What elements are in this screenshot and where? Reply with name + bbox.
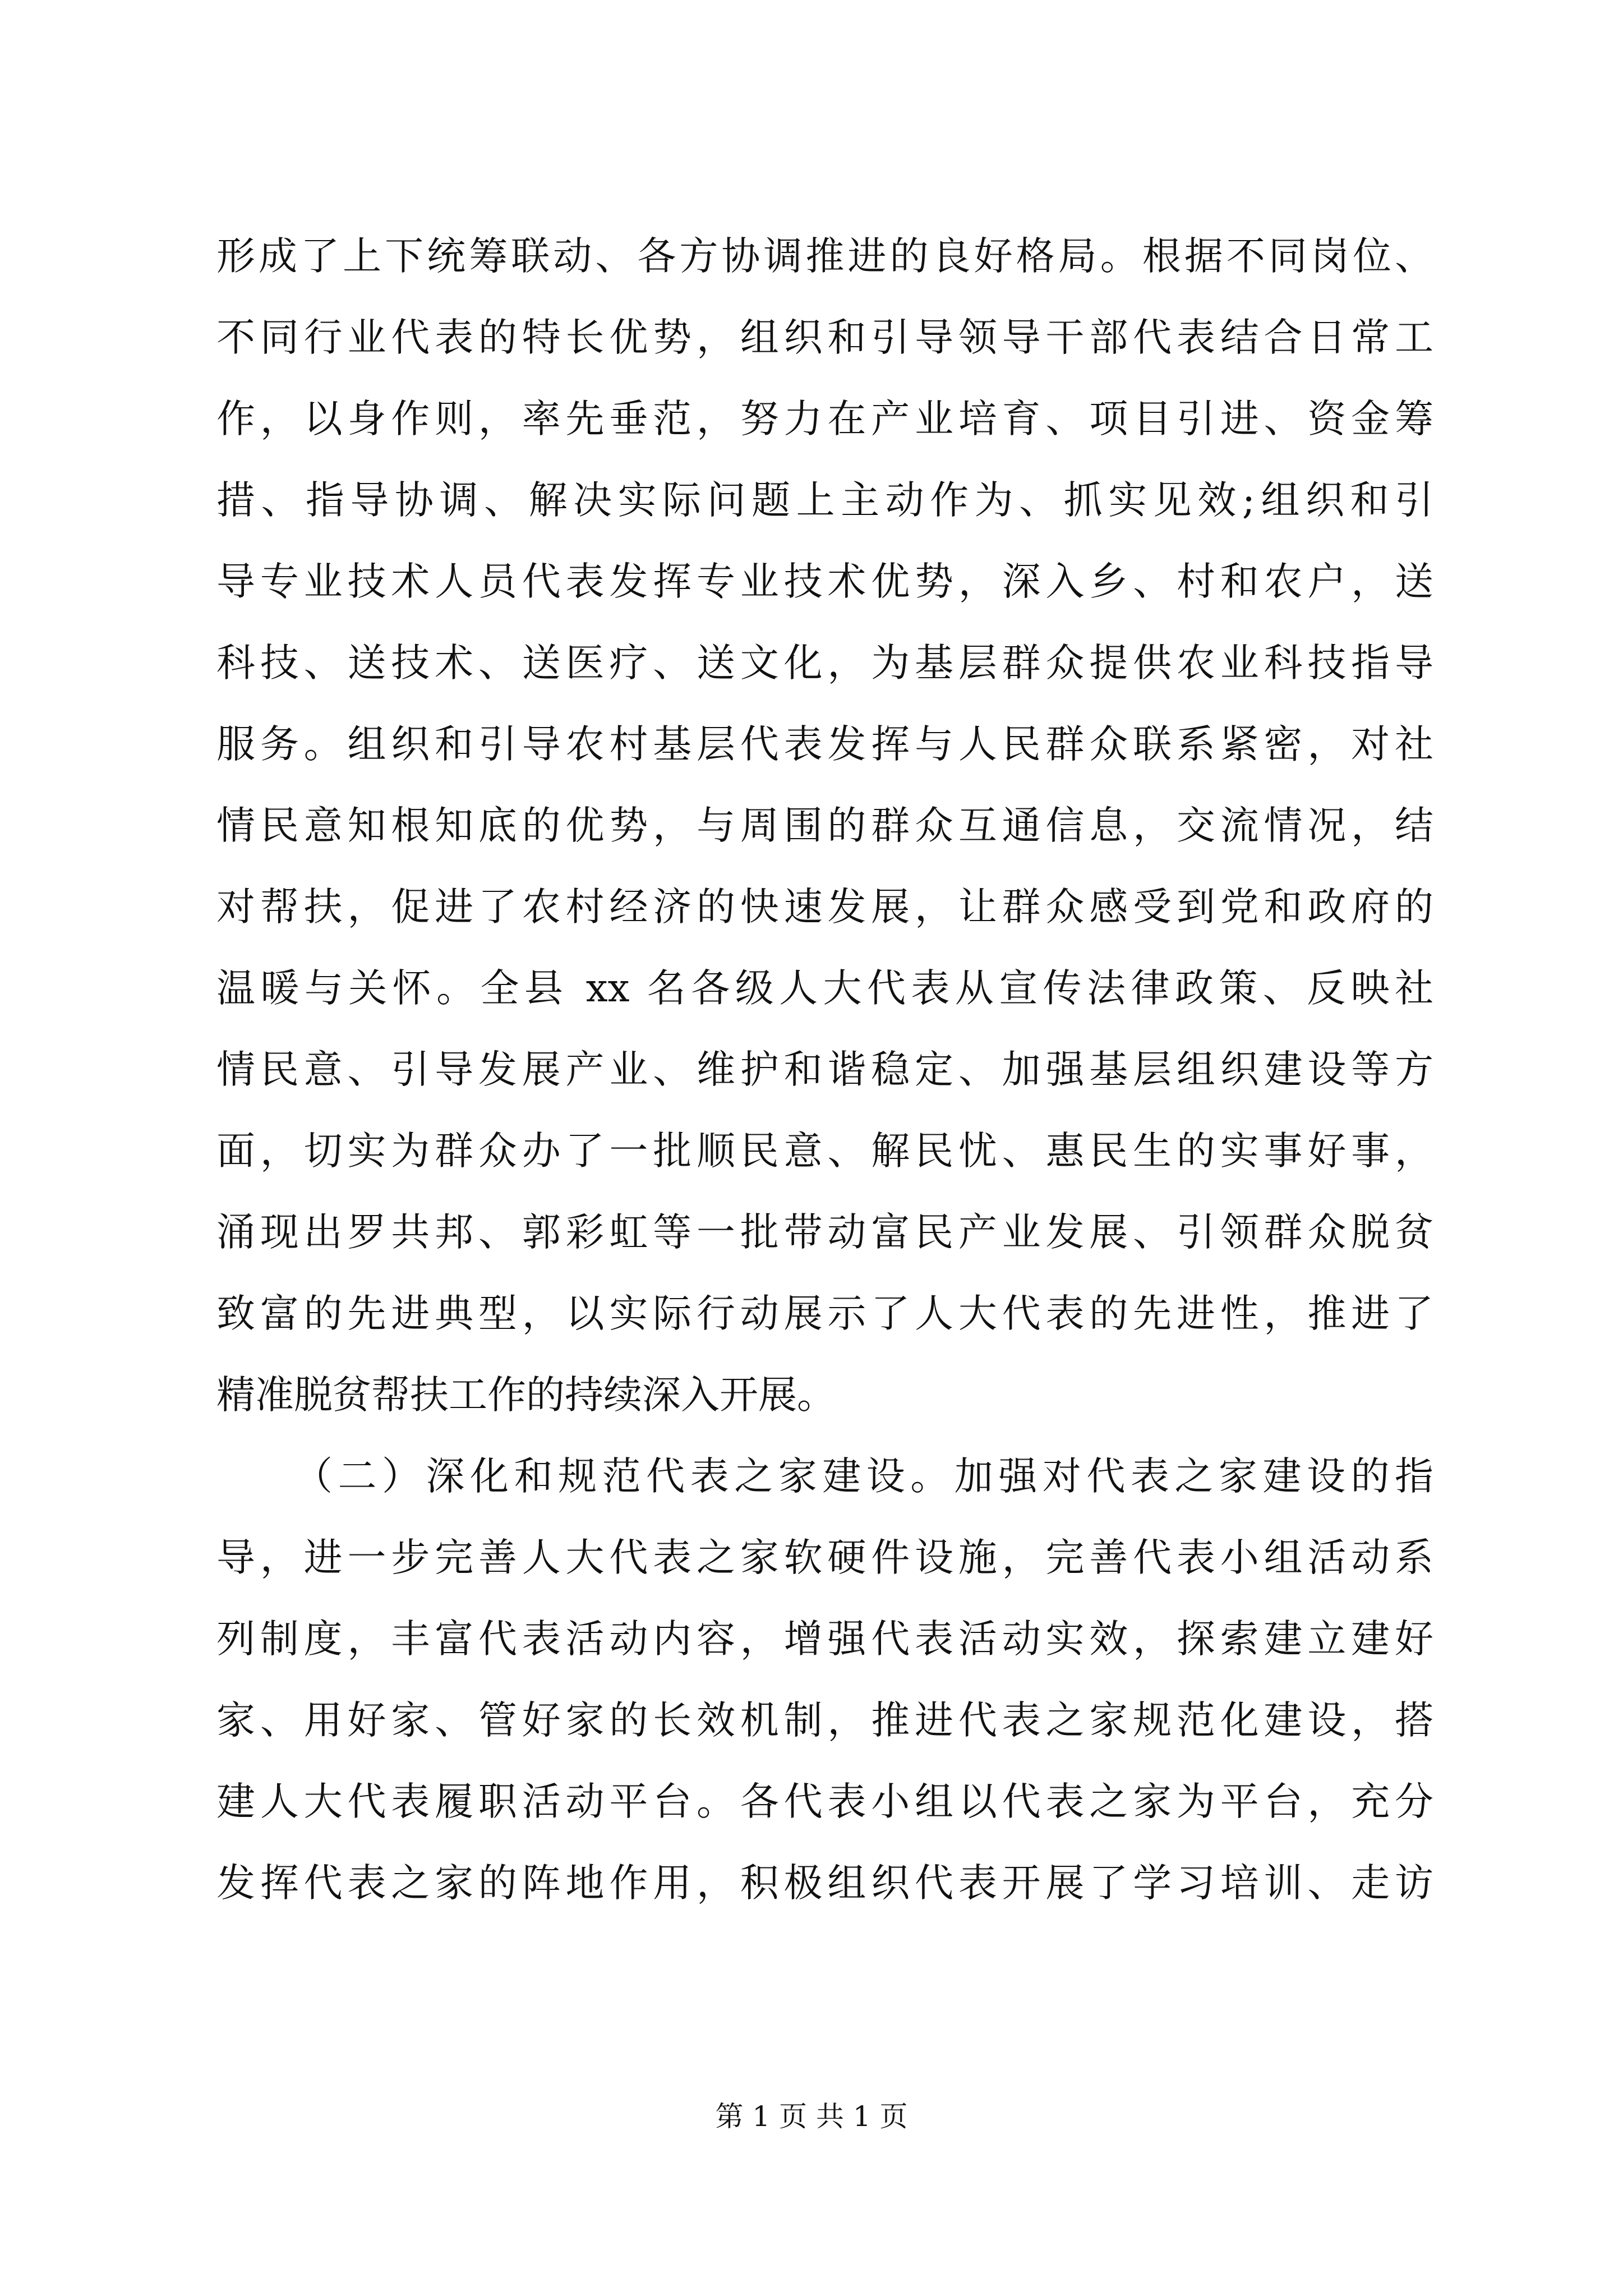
text-line: （二）深化和规范代表之家建设。加强对代表之家建设的指 (294, 1454, 1433, 1499)
text-line: 导专业技术人员代表发挥专业技术优势，深入乡、村和农户，送 (216, 559, 1433, 604)
text-line: 家、用好家、管好家的长效机制，推进代表之家规范化建设，搭 (216, 1698, 1433, 1743)
text-line: 涌现出罗共邦、郭彩虹等一批带动富民产业发展、引领群众脱贫 (216, 1210, 1433, 1255)
text-line: 形成了上下统筹联动、各方协调推进的良好格局。根据不同岗位、 (216, 234, 1433, 279)
text-line: 服务。组织和引导农村基层代表发挥与人民群众联系紧密，对社 (216, 722, 1433, 767)
text-line: 致富的先进典型，以实际行动展示了人大代表的先进性，推进了 (216, 1291, 1433, 1336)
text-line: 列制度，丰富代表活动内容，增强代表活动实效，探索建立建好 (216, 1617, 1433, 1662)
text-line: 情民意知根知底的优势，与周围的群众互通信息，交流情况，结 (216, 803, 1433, 848)
text-line: 不同行业代表的特长优势，组织和引导领导干部代表结合日常工 (216, 315, 1433, 360)
text-line: 温暖与关怀。全县 xx 名各级人大代表从宣传法律政策、反映社 (216, 966, 1433, 1011)
text-line: 面，切实为群众办了一批顺民意、解民忧、惠民生的实事好事， (216, 1129, 1433, 1174)
text-line: 措、指导协调、解决实际问题上主动作为、抓实见效;组织和引 (216, 478, 1433, 523)
text-line: 建人大代表履职活动平台。各代表小组以代表之家为平台，充分 (216, 1779, 1433, 1824)
text-line: 导，进一步完善人大代表之家软硬件设施，完善代表小组活动系 (216, 1535, 1433, 1580)
text-line: 科技、送技术、送医疗、送文化，为基层群众提供农业科技指导 (216, 641, 1433, 685)
page-number: 第 1 页 共 1 页 (715, 2100, 908, 2133)
text-line: 精准脱贫帮扶工作的持续深入开展。 (216, 1373, 836, 1418)
text-line: 发挥代表之家的阵地作用，积极组织代表开展了学习培训、走访 (216, 1861, 1433, 1906)
text-line: 情民意、引导发展产业、维护和谐稳定、加强基层组织建设等方 (216, 1047, 1433, 1092)
body-text (216, 216, 1433, 1924)
text-line: 对帮扶，促进了农村经济的快速发展，让群众感受到党和政府的 (216, 885, 1433, 930)
text-line: 作，以身作则，率先垂范，努力在产业培育、项目引进、资金筹 (216, 397, 1433, 441)
page-footer (0, 2097, 1623, 2136)
